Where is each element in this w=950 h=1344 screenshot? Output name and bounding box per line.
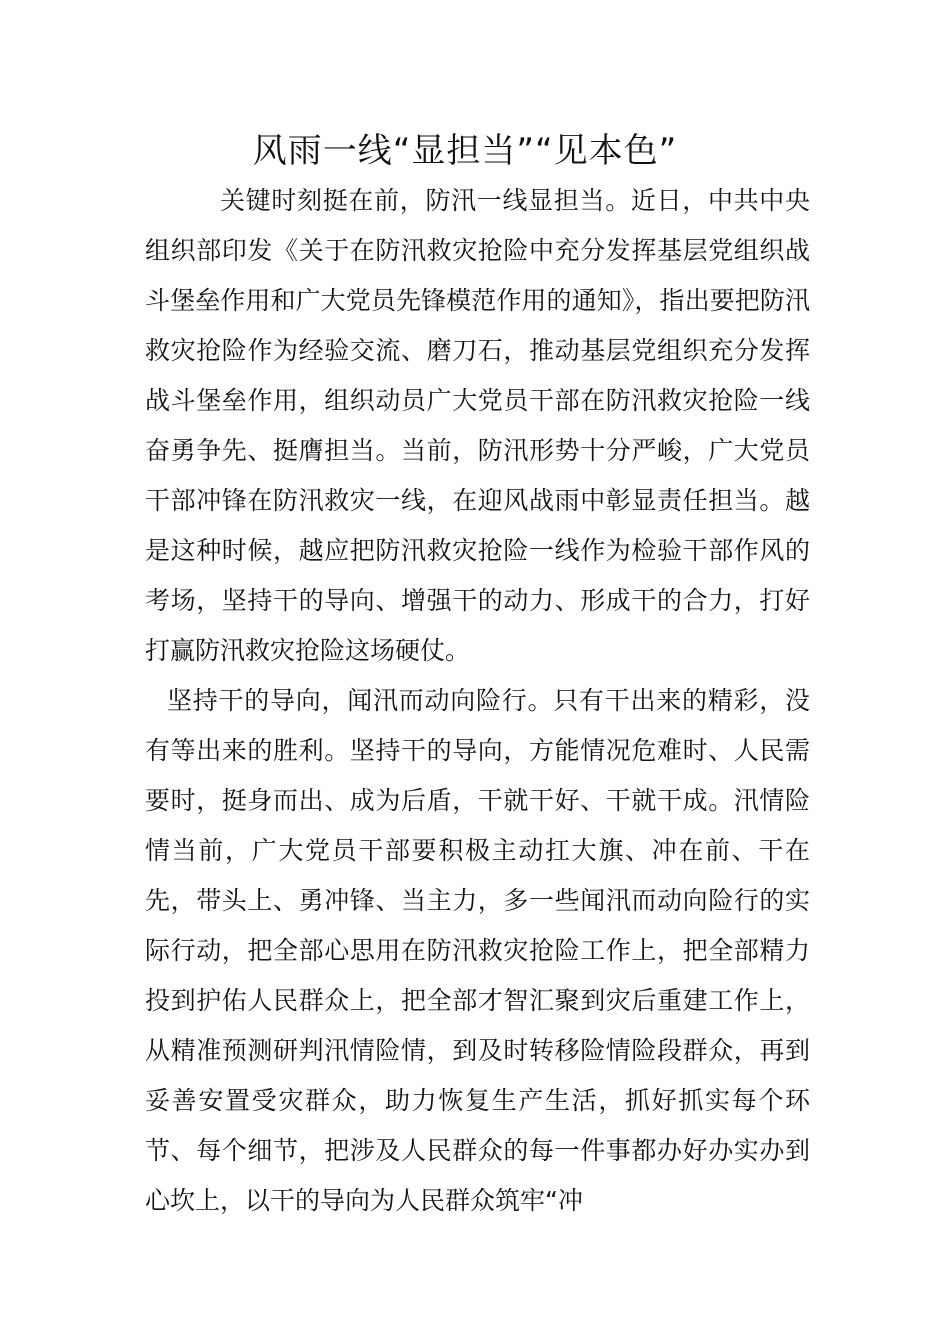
paragraph-1: 关键时刻挺在前，防汛一线显担当。近日，中共中央组织部印发《关于在防汛救灾抢险中充分发挥基层党组织战斗堡垒作用和广大党员先锋模范作用的通知》，指出要把防汛救灾抢险作为经验交流、磨刀石，推动基层党组织充分发挥战斗堡垒作用，组织动员广大党员干部在防汛救灾抢险一线奋勇争先、挺膺担当。当前，防汛形势十分严峻，广大党员干部冲锋在防汛救灾一线，在迎风战雨中彰显责任担当。越是这种时候，越应把防汛救灾抢险一线作为检验干部作风的考场，坚持干的导向、增强干的动力、形成干的合力，打好打赢防汛救灾抢险这场硬仗。: [145, 186, 810, 665]
paragraph-2: 坚持干的导向，闻汛而动向险行。只有干出来的精彩，没有等出来的胜利。坚持干的导向，方能情况危难时、人民需要时，挺身而出、成为后盾，干就干好、干就干成。汛情险情当前，广大党员干部要积极主动扛大旗、冲在前、干在先，带头上、勇冲锋、当主力，多一些闻汛而动向险行的实际行动，把全部心思用在防汛救灾抢险工作上，把全部精力投到护佑人民群众上，把全部才智汇聚到灾后重建工作上，从精准预测研判汛情险情，到及时转移险情险段群众，再到妥善安置受灾群众，助力恢复生产生活，抓好抓实每个环节、每个细节，把涉及人民群众的每一件事都办好办实办到心坎上，以干的导向为人民群众筑牢“冲: [145, 686, 810, 1215]
document-title: 风雨一线“显担当”“见本色”: [252, 131, 678, 171]
document-body: [145, 176, 810, 1226]
